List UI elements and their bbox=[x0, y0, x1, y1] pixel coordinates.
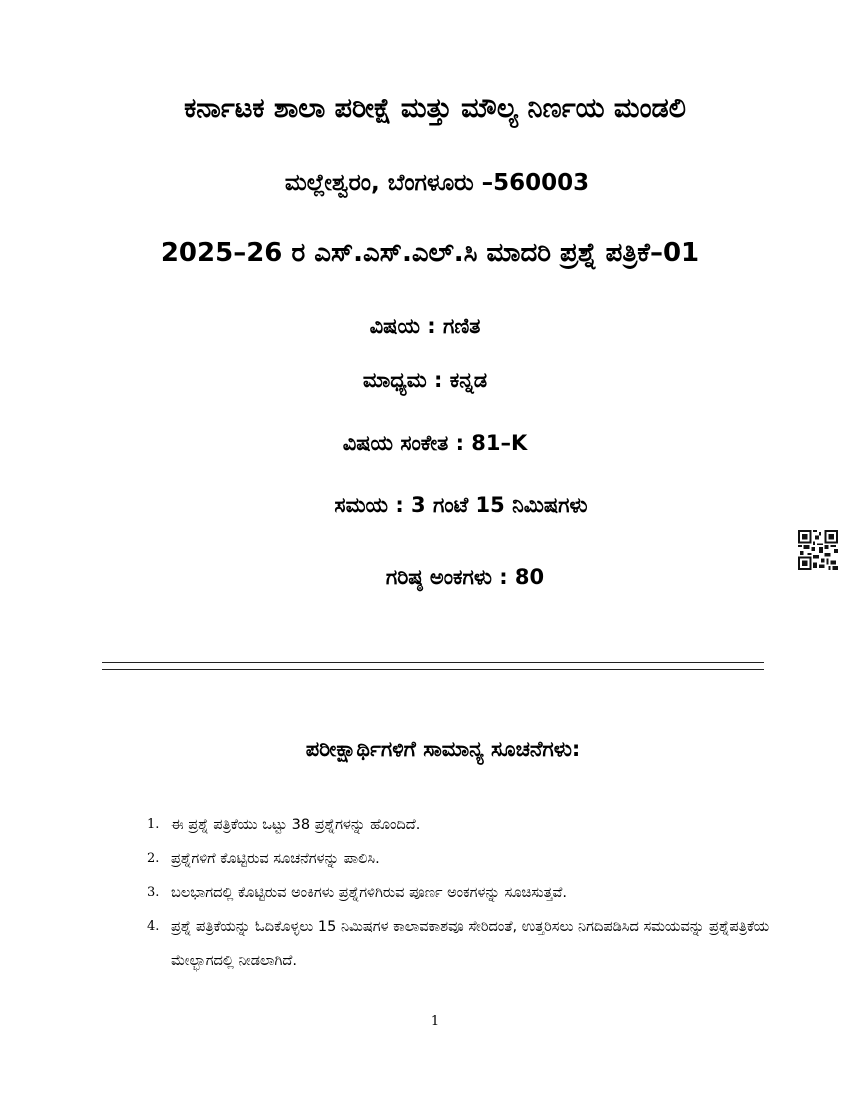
board-name: ಕರ್ನಾಟಕ ಶಾಲಾ ಪರೀಕ್ಷೆ ಮತ್ತು ಮೌಲ್ಯ ನಿರ್ಣಯ ಮಂಡಲಿ bbox=[184, 93, 686, 124]
maximum-marks: ಗರಿಷ್ಠ ಅಂಕಗಳು : 80 bbox=[385, 565, 545, 589]
subject-label: ವಿಷಯ : ಗಣಿತ bbox=[369, 314, 481, 338]
qr-code-icon bbox=[798, 530, 838, 570]
board-address: ಮಲ್ಲೇಶ್ವರಂ, ಬೆಂಗಳೂರು –560003 bbox=[284, 170, 590, 196]
header-divider-bottom bbox=[102, 669, 764, 670]
exam-duration: ಸಮಯ : 3 ಗಂಟೆ 15 ನಿಮಿಷಗಳು bbox=[334, 493, 588, 517]
instructions-list bbox=[147, 808, 817, 978]
paper-title: 2025–26 ರ ಎಸ್.ಎಸ್.ಎಲ್.ಸಿ ಮಾದರಿ ಪ್ರಶ್ನೆ ಪತ್ರಿಕೆ–01 bbox=[160, 238, 700, 268]
list-item: 4. ಪ್ರಶ್ನೆ ಪತ್ರಿಕೆಯನ್ನು ಓದಿಕೊಳ್ಳಲು 15 ನಿಮಿಷಗಳ ಕಾಲಾವಕಾಶವೂ ಸೇರಿದಂತೆ, ಉತ್ತರಿಸಲು ನಿಗದಿಪಡಿಸಿದ ಸಮಯವನ್ನು ಪ್ರಶ್ನೆಪತ್ರಿಕೆಯ ಮೇಲ್ಭಾಗದಲ್ಲಿ ನೀಡಲಾಗಿದೆ. bbox=[147, 919, 770, 969]
medium-label: ಮಾಧ್ಯಮ : ಕನ್ನಡ bbox=[362, 368, 488, 392]
page-number: 1 bbox=[430, 1014, 440, 1029]
list-item: 2. ಪ್ರಶ್ನೆಗಳಿಗೆ ಕೊಟ್ಟಿರುವ ಸೂಚನೆಗಳನ್ನು ಪಾಲಿಸಿ. bbox=[147, 851, 380, 867]
instructions-heading: ಪರೀಕ್ಷಾರ್ಥಿಗಳಿಗೆ ಸಾಮಾನ್ಯ ಸೂಚನೆಗಳು: bbox=[305, 737, 581, 761]
header-divider-top bbox=[102, 662, 764, 663]
subject-code: ವಿಷಯ ಸಂಕೇತ : 81–K bbox=[342, 431, 528, 455]
list-item: 3. ಬಲಭಾಗದಲ್ಲಿ ಕೊಟ್ಟಿರುವ ಅಂಕಿಗಳು ಪ್ರಶ್ನೆಗಳಿಗಿರುವ ಪೂರ್ಣ ಅಂಕಗಳನ್ನು ಸೂಚಿಸುತ್ತವೆ. bbox=[147, 885, 567, 901]
list-item: 1. ಈ ಪ್ರಶ್ನೆ ಪತ್ರಿಕೆಯು ಒಟ್ಟು 38 ಪ್ರಶ್ನೆಗಳನ್ನು ಹೊಂದಿದೆ. bbox=[147, 817, 421, 833]
